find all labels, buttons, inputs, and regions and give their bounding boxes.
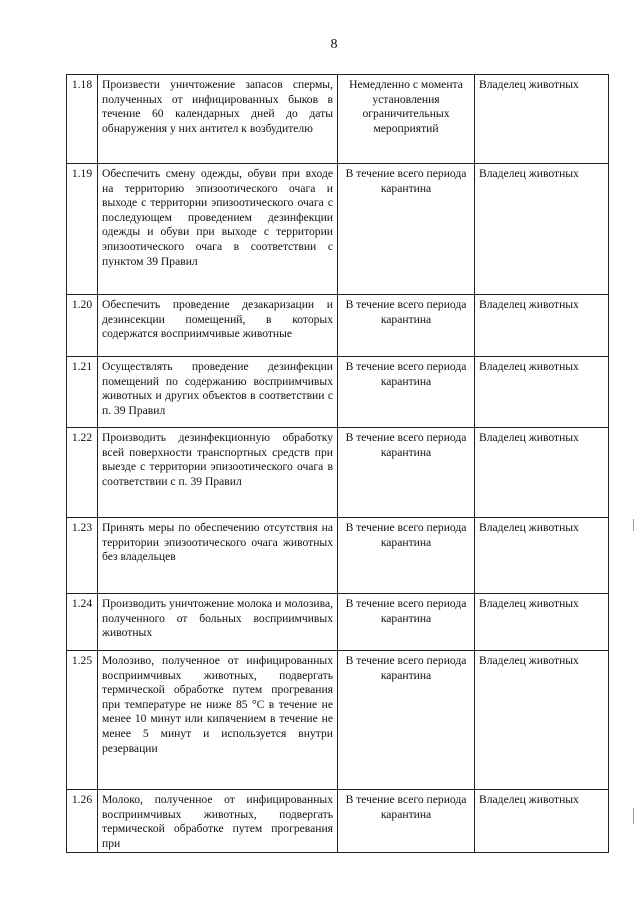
responsible-text: Владелец животных bbox=[475, 164, 609, 295]
responsible-text: Владелец животных bbox=[475, 75, 609, 164]
responsible-text: Владелец животных bbox=[475, 295, 609, 357]
responsible-text: Владелец животных bbox=[475, 428, 609, 518]
term-text: В течение всего периода карантина bbox=[338, 164, 475, 295]
measure-text: Молоко, полученное от инфицированных восприимчивых животных, подвергать термической обработке путем прогревания при bbox=[98, 790, 338, 853]
measure-text: Молозиво, полученное от инфицированных восприимчивых животных, подвергать термической обработке путем прогревания при температуре не ниже 85 °С в течение не менее 10 минут или кипячением в течение не менее 5 минут и используется внутри резервации bbox=[98, 651, 338, 790]
row-number: 1.24 bbox=[67, 594, 98, 651]
term-text: Немедленно с момента установления ограничительных мероприятий bbox=[338, 75, 475, 164]
table-row bbox=[67, 790, 609, 853]
responsible-text: Владелец животных bbox=[475, 357, 609, 428]
table-row bbox=[67, 428, 609, 518]
row-number: 1.18 bbox=[67, 75, 98, 164]
term-text: В течение всего периода карантина bbox=[338, 790, 475, 853]
row-number: 1.19 bbox=[67, 164, 98, 295]
measure-text: Принять меры по обеспечению отсутствия на территории эпизоотического очага животных без владельцев bbox=[98, 518, 338, 594]
row-number: 1.23 bbox=[67, 518, 98, 594]
measure-text: Обеспечить проведение дезакаризации и дезинсекции помещений, в которых содержатся восприимчивые животные bbox=[98, 295, 338, 357]
responsible-text: Владелец животных bbox=[475, 594, 609, 651]
measure-text: Производить дезинфекционную обработку всей поверхности транспортных средств при выезде с территории эпизоотического очага в соответствии с п. 39 Правил bbox=[98, 428, 338, 518]
table-row bbox=[67, 75, 609, 164]
responsible-text: Владелец животных bbox=[475, 518, 609, 594]
scan-edge-mark bbox=[633, 519, 634, 531]
measure-text: Осуществлять проведение дезинфекции помещений по содержанию восприимчивых животных и других объектов в соответствии с п. 39 Правил bbox=[98, 357, 338, 428]
table-row bbox=[67, 594, 609, 651]
table-row bbox=[67, 295, 609, 357]
term-text: В течение всего периода карантина bbox=[338, 295, 475, 357]
term-text: В течение всего периода карантина bbox=[338, 428, 475, 518]
measures-table bbox=[66, 74, 609, 853]
row-number: 1.22 bbox=[67, 428, 98, 518]
term-text: В течение всего периода карантина bbox=[338, 518, 475, 594]
table-row bbox=[67, 518, 609, 594]
page-number: 8 bbox=[330, 37, 338, 52]
responsible-text: Владелец животных bbox=[475, 790, 609, 853]
responsible-text: Владелец животных bbox=[475, 651, 609, 790]
row-number: 1.26 bbox=[67, 790, 98, 853]
measure-text: Произвести уничтожение запасов спермы, полученных от инфицированных быков в течение 60 календарных дней до даты обнаружения у них антител к возбудителю bbox=[98, 75, 338, 164]
row-number: 1.25 bbox=[67, 651, 98, 790]
term-text: В течение всего периода карантина bbox=[338, 357, 475, 428]
table-row bbox=[67, 164, 609, 295]
row-number: 1.21 bbox=[67, 357, 98, 428]
scan-edge-mark bbox=[633, 808, 634, 824]
row-number: 1.20 bbox=[67, 295, 98, 357]
measure-text: Обеспечить смену одежды, обуви при входе на территорию эпизоотического очага и выходе с территории эпизоотического очага с последующем проведением дезинфекции одежды и обуви при выходе с территории эпизоотического очага в соответствии с пунктом 39 Правил bbox=[98, 164, 338, 295]
table-row bbox=[67, 357, 609, 428]
term-text: В течение всего периода карантина bbox=[338, 651, 475, 790]
term-text: В течение всего периода карантина bbox=[338, 594, 475, 651]
table-row bbox=[67, 651, 609, 790]
measure-text: Производить уничтожение молока и молозива, полученного от больных восприимчивых животных bbox=[98, 594, 338, 651]
